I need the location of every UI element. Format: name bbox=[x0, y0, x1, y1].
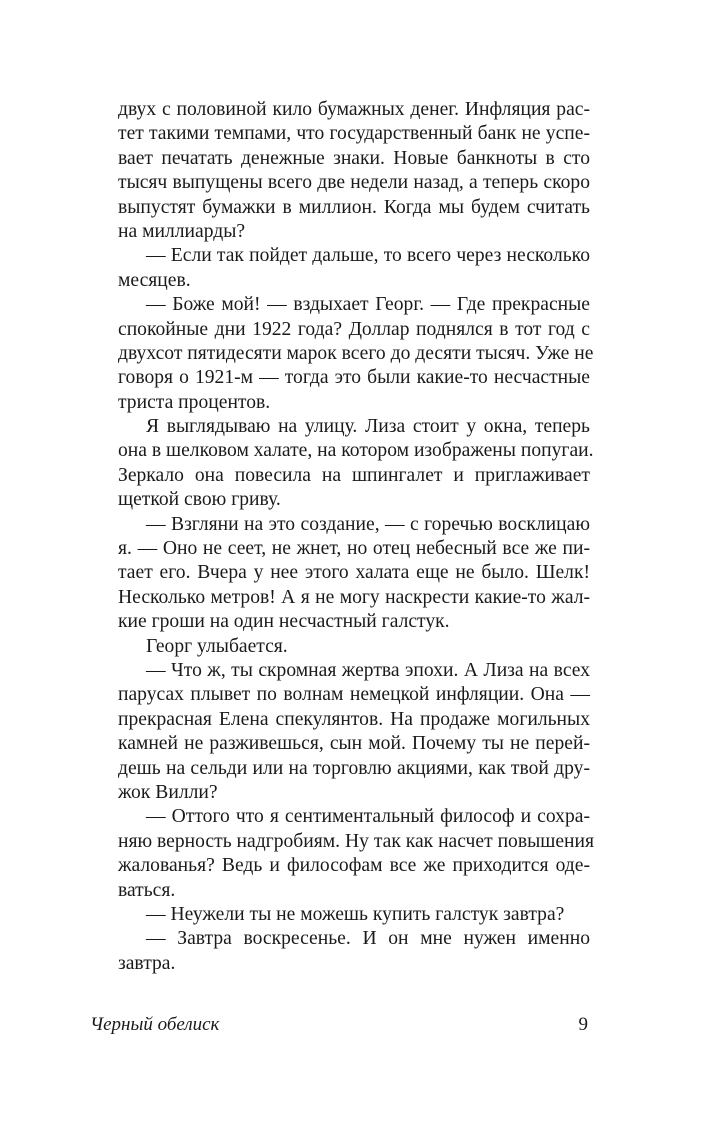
text-line: жок Вилли? bbox=[118, 781, 218, 803]
text-line: тет такими темпами, что государственный банк не успе- bbox=[118, 123, 590, 145]
paragraph bbox=[118, 415, 594, 513]
page-body bbox=[118, 98, 595, 976]
text-line: — Оттого что я сентиментальный философ и сохра- bbox=[146, 806, 590, 828]
text-line: тает его. Вчера у нее этого халата еще не было. Шелк! bbox=[118, 562, 590, 584]
text-line: дешь на сельди или на торговлю акциями, как твой дру- bbox=[118, 757, 590, 779]
paragraph bbox=[118, 98, 590, 244]
text-line: Несколько метров! А я не могу наскрести какие-то жал- bbox=[118, 586, 590, 608]
paragraph bbox=[118, 513, 590, 635]
text-line: кие гроши на один несчастный галстук. bbox=[118, 611, 450, 633]
paragraph bbox=[118, 293, 594, 415]
text-line: двух с половиной кило бумажных денег. Инфляция рас- bbox=[118, 99, 590, 120]
text-line: жалованья? Ведь и философам все же приходится оде- bbox=[118, 855, 590, 877]
text-line: — Завтра воскресенье. И он мне нужен именно bbox=[146, 928, 590, 950]
text-line: триста процентов. bbox=[118, 391, 271, 413]
text-line: Зеркало она повесила на шпингалет и приглаживает bbox=[118, 464, 590, 486]
text-line: — Если так пойдет дальше, то всего через несколько bbox=[146, 245, 590, 267]
text-line: она в шелковом халате, на котором изображены попугаи. bbox=[118, 440, 594, 462]
text-line: Я выглядываю на улицу. Лиза стоит у окна, теперь bbox=[146, 416, 590, 438]
text-line: прекрасная Елена спекулянтов. На продаже могильных bbox=[118, 708, 590, 730]
paragraph bbox=[118, 903, 590, 927]
text-line: камней не разживешься, сын мой. Почему ты не перей- bbox=[118, 733, 590, 755]
page-number: 9 bbox=[578, 1014, 588, 1035]
paragraph bbox=[118, 635, 590, 659]
text-line: — Боже мой! — вздыхает Георг. — Где прекрасные bbox=[146, 294, 590, 316]
text-line: месяцев. bbox=[118, 269, 191, 291]
text-line: двухсот пятидесяти марок всего до десяти тысяч. Уже не bbox=[118, 342, 594, 364]
text-line: щеткой свою гриву. bbox=[118, 489, 281, 511]
text-line: спокойные дни 1922 года? Доллар поднялся в тот год с bbox=[118, 318, 590, 340]
text-line: — Взгляни на это создание, — с горечью восклицаю bbox=[146, 513, 590, 535]
text-line: выпустят бумажки в миллион. Когда мы будем считать bbox=[118, 196, 590, 218]
text-line: я. — Оно не сеет, не жнет, но отец небесный все же пи- bbox=[118, 538, 590, 560]
text-line: — Неужели ты не можешь купить галстук завтра? bbox=[146, 903, 565, 925]
text-line: — Что ж, ты скромная жертва эпохи. А Лиза на всех bbox=[146, 659, 590, 681]
text-line: говоря о 1921-м — тогда это были какие-то несчастные bbox=[118, 367, 590, 389]
paragraph bbox=[118, 805, 595, 903]
text-line: завтра. bbox=[118, 952, 176, 974]
text-line: ваться. bbox=[118, 879, 176, 901]
paragraph bbox=[118, 659, 590, 805]
text-line: вает печатать денежные знаки. Новые банкноты в сто bbox=[118, 147, 590, 169]
paragraph bbox=[118, 927, 590, 976]
running-footer-book-title: Черный обелиск bbox=[90, 1014, 220, 1035]
paragraph bbox=[118, 244, 590, 293]
text-line: парусах плывет по волнам немецкой инфляции. Она — bbox=[118, 684, 590, 706]
text-line: на миллиарды? bbox=[118, 220, 246, 242]
text-line: Георг улыбается. bbox=[146, 635, 288, 657]
page-footer bbox=[90, 1011, 588, 1039]
text-line: няю верность надгробиям. Ну так как насчет повышения bbox=[118, 830, 595, 852]
text-line: тысяч выпущены всего две недели назад, а теперь скоро bbox=[118, 172, 590, 194]
